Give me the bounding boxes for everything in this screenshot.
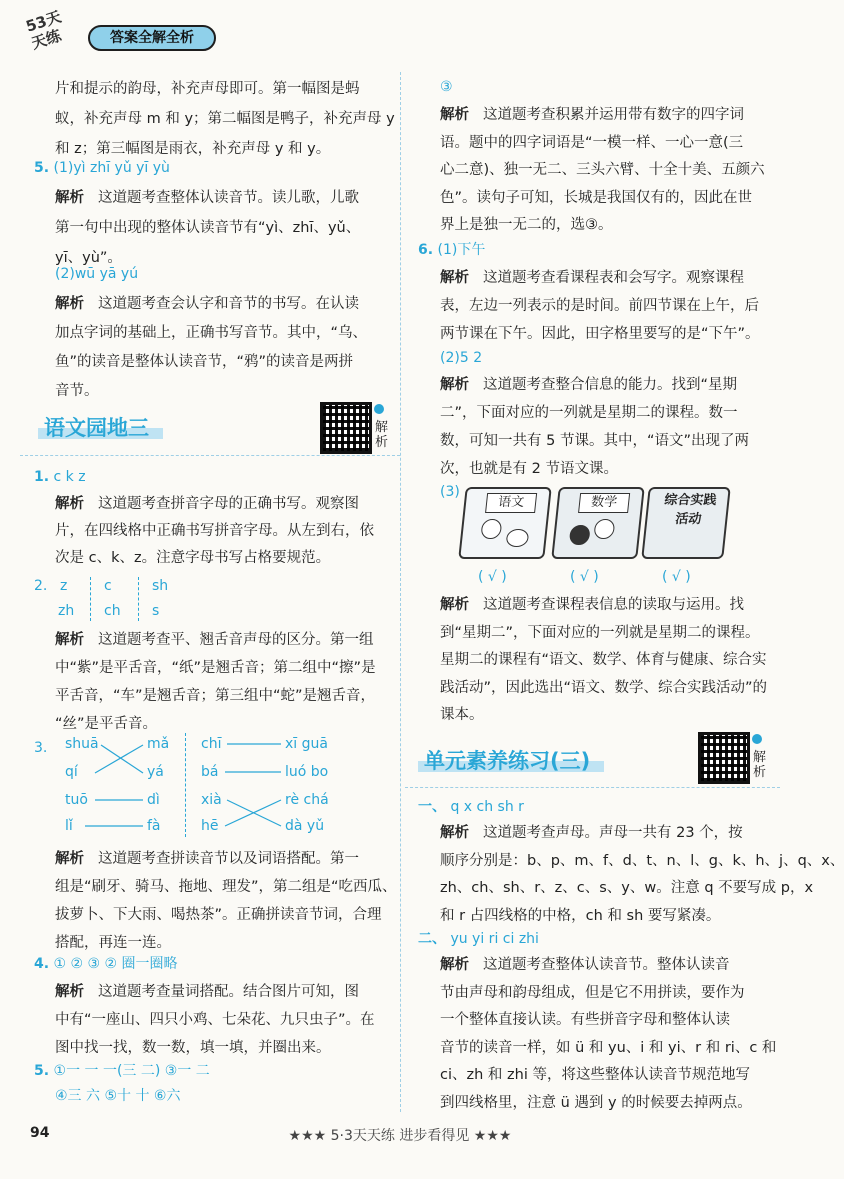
exp-line: 这道题考查会认字和音节的书写。在认读 bbox=[98, 296, 359, 312]
q1-ans: c k z bbox=[53, 469, 86, 485]
p1-ans: q x ch sh r bbox=[450, 799, 524, 815]
q6-explain1 bbox=[440, 264, 760, 348]
q6-explain2 bbox=[440, 371, 749, 483]
exp-line: 加点字词的基础上，正确书写音节。其中，“乌、 bbox=[55, 325, 368, 341]
q2-separator bbox=[90, 577, 91, 621]
p2-number: 二、 bbox=[418, 931, 446, 947]
pinyin: luó bo bbox=[285, 764, 329, 780]
q2-cell: ch bbox=[104, 603, 121, 619]
q6-a2: (2)5 2 bbox=[440, 350, 483, 366]
play-icon bbox=[374, 404, 384, 414]
exp-line: 这道题考查看课程表和会写字。观察课程 bbox=[483, 270, 744, 286]
exp-line: 这道题考查整合信息的能力。找到“星期 bbox=[483, 377, 738, 393]
analysis-label: 解析 bbox=[440, 597, 469, 613]
exp-line: 图中找一找，数一数，填一填，并圈出来。 bbox=[55, 1040, 331, 1056]
header-tag bbox=[88, 25, 216, 51]
q6-a3: (3) bbox=[440, 484, 460, 500]
exp-line: 这道题考查声母。声母一共有 23 个，按 bbox=[483, 825, 743, 841]
exp-line: 第一句中出现的整体认读音节有“yì、zhī、yǔ、 bbox=[55, 220, 361, 236]
q5b-number: 5. bbox=[34, 1063, 50, 1079]
q1-number: 1. bbox=[34, 469, 50, 485]
exp-line: 这道题考查拼读音节以及词语搭配。第一 bbox=[98, 851, 359, 867]
qr-label: 解析 bbox=[753, 750, 767, 780]
exp-line: 践活动”，因此选出“语文、数学、综合实践活动”的 bbox=[440, 679, 768, 696]
circle-icon bbox=[480, 519, 502, 539]
exp-line: 这道题考查整体认读音节。读儿歌，儿歌 bbox=[98, 190, 359, 206]
exp-line: 这道题考查量词搭配。结合图片可知，图 bbox=[98, 984, 359, 1000]
exp-line: 次，也就是有 2 节语文课。 bbox=[440, 461, 618, 477]
exp-line: 和 r 占四线格的中格，ch 和 sh 要写紧凑。 bbox=[440, 907, 721, 924]
exp-line: 这道题考查积累并运用带有数字的四字词 bbox=[483, 107, 744, 123]
exp-line: 语。题中的四字词语是“一模一样、一心一意(三 bbox=[440, 134, 744, 151]
q1-explain bbox=[55, 491, 374, 572]
analysis-label: 解析 bbox=[440, 825, 469, 841]
exp-line: 中“紫”是平舌音，“纸”是翘舌音；第二组中“擦”是 bbox=[55, 660, 376, 676]
pinyin: chī bbox=[201, 736, 222, 752]
intro-block bbox=[55, 74, 395, 164]
section-title-yuwen bbox=[44, 412, 149, 442]
p2-ans: yu yi ri ci zhi bbox=[450, 931, 539, 947]
q4-ans: ① ② ③ ② 圈一圈略 bbox=[53, 956, 178, 972]
circle-icon bbox=[569, 525, 591, 545]
intro-line: 和 z；第三幅图是雨衣，补充声母 y 和 y。 bbox=[55, 141, 331, 157]
q2-cell: z bbox=[60, 578, 68, 594]
top-explain bbox=[440, 102, 765, 240]
qr-code[interactable] bbox=[698, 732, 750, 784]
exp-line: 这道题考查拼音字母的正确书写。观察图 bbox=[98, 496, 359, 512]
analysis-label: 解析 bbox=[55, 496, 84, 512]
q2-explain bbox=[55, 626, 376, 738]
q3-explain bbox=[55, 845, 397, 957]
q3-matching bbox=[55, 733, 395, 843]
intro-line: 蚁，补充声母 m 和 y；第二幅图是鸭子，补充声母 y bbox=[55, 111, 395, 127]
book-label: 数学 bbox=[578, 493, 630, 513]
check-mark: ( √ ) bbox=[478, 569, 507, 585]
p1-explain bbox=[440, 820, 844, 930]
check-mark: ( √ ) bbox=[662, 569, 691, 585]
analysis-label: 解析 bbox=[440, 957, 469, 973]
exp-line: zh、ch、sh、r、z、c、s、y、w。注意 q 不要写成 p，x bbox=[440, 880, 814, 896]
pinyin: shuā bbox=[65, 736, 99, 752]
section-title-text: 单元素养练习(三) bbox=[424, 749, 591, 773]
q2-cell: s bbox=[152, 603, 160, 619]
qr-label: 解析 bbox=[375, 420, 389, 450]
exp-line: 音节。 bbox=[55, 383, 99, 399]
exp-line: yī、yù”。 bbox=[55, 250, 122, 266]
intro-line: 片和提示的韵母，补充声母即可。第一幅图是蚂 bbox=[55, 81, 360, 97]
exp-line: 到“星期二”，下面对应的一列就是星期二的课程。 bbox=[440, 624, 760, 641]
pinyin: tuō bbox=[65, 792, 88, 808]
q6-answer1 bbox=[418, 239, 485, 261]
book-zonghe bbox=[641, 487, 731, 559]
exp-line: 表，左边一列表示的是时间。前四节课在上午，后 bbox=[440, 298, 759, 314]
exp-line: 组是“刷牙、骑马、拖地、理发”，第二组是“吃西瓜、 bbox=[55, 879, 397, 895]
exp-line: 鱼”的读音是整体认读音节，“鸦”的读音是两拼 bbox=[55, 354, 354, 370]
page-number: 94 bbox=[30, 1125, 50, 1141]
pinyin: xī guā bbox=[285, 736, 328, 752]
q1-answer bbox=[34, 466, 86, 488]
q5-explain1 bbox=[55, 183, 360, 273]
exp-line: 这道题考查课程表信息的读取与运用。找 bbox=[483, 597, 744, 613]
exp-line: 平舌音，“车”是翘舌音；第三组中“蛇”是翘舌音， bbox=[55, 688, 376, 704]
pinyin: rè chá bbox=[285, 792, 329, 808]
section-title-text: 语文园地三 bbox=[44, 416, 149, 440]
exp-line: 二”，下面对应的一列就是星期二的课程。数一 bbox=[440, 405, 738, 421]
q2-cell: c bbox=[104, 578, 112, 594]
circle-icon bbox=[505, 529, 529, 547]
q6-a1: (1)下午 bbox=[437, 242, 486, 258]
exp-line: 次是 c、k、z。注意字母书写占格要规范。 bbox=[55, 550, 331, 566]
q4-number: 4. bbox=[34, 956, 50, 972]
exp-line: 节由声母和韵母组成，但是它不用拼读，要作为 bbox=[440, 984, 745, 1001]
book-label: 综合实践活动 bbox=[663, 493, 718, 527]
q5-a1: (1)yì zhī yǔ yī yù bbox=[53, 160, 170, 176]
pinyin: fà bbox=[147, 818, 161, 834]
q4-answer bbox=[34, 953, 178, 975]
p1-number: 一、 bbox=[418, 799, 446, 815]
pinyin: dì bbox=[147, 792, 160, 808]
exp-line: 两节课在下午。因此，田字格里要写的是“下午”。 bbox=[440, 326, 760, 342]
top-answer: ③ bbox=[440, 79, 453, 95]
exp-line: 音节的读音一样，如 ü 和 yu、i 和 yi、r 和 ri、c 和 bbox=[440, 1039, 777, 1056]
q5-number: 5. bbox=[34, 160, 50, 176]
exp-line: 这道题考查平、翘舌音声母的区分。第一组 bbox=[98, 632, 374, 648]
pinyin: mǎ bbox=[147, 736, 170, 752]
logo bbox=[23, 7, 84, 60]
analysis-label: 解析 bbox=[440, 107, 469, 123]
analysis-label: 解析 bbox=[55, 851, 84, 867]
header-tag-text: 答案全解全析 bbox=[110, 30, 194, 46]
exp-line: 到四线格里，注意 ü 遇到 y 的时候要去掉两点。 bbox=[440, 1094, 752, 1111]
section-rule bbox=[405, 787, 780, 788]
book-yuwen bbox=[458, 487, 552, 559]
section-rule bbox=[20, 455, 400, 456]
q5-answer1 bbox=[34, 157, 170, 179]
q3-match-lines bbox=[55, 733, 395, 843]
pinyin: lǐ bbox=[65, 818, 73, 834]
analysis-label: 解析 bbox=[440, 270, 469, 286]
analysis-label: 解析 bbox=[55, 296, 84, 312]
pinyin: dà yǔ bbox=[285, 818, 325, 834]
exp-line: 片，在四线格中正确书写拼音字母。从左到右，依 bbox=[55, 523, 374, 539]
exp-line: 搭配，再连一连。 bbox=[55, 935, 171, 951]
q2-cell: zh bbox=[58, 603, 75, 619]
q4-explain bbox=[55, 978, 375, 1062]
pinyin: yá bbox=[147, 764, 164, 780]
p2-explain bbox=[440, 952, 776, 1117]
q5b-row: ④三 六 ⑤十 十 ⑥六 bbox=[55, 1088, 181, 1104]
exp-line: 拔萝卜、下大雨、喝热茶”。正确拼读音节词，合理 bbox=[55, 907, 382, 923]
q2-cell: sh bbox=[152, 578, 169, 594]
exp-line: 心二意)、独一无二、三头六臂、十全十美、五颜六 bbox=[440, 162, 765, 178]
column-divider bbox=[400, 72, 401, 1112]
book-label: 语文 bbox=[485, 493, 537, 513]
analysis-label: 解析 bbox=[55, 632, 84, 648]
exp-line: 数，可知一共有 5 节课。其中，“语文”出现了两 bbox=[440, 433, 749, 449]
play-icon bbox=[752, 734, 762, 744]
pinyin: qí bbox=[65, 764, 78, 780]
exp-line: 中有“一座山、四只小鸡、七朵花、九只虫子”。在 bbox=[55, 1012, 375, 1028]
exp-line: “丝”是平舌音。 bbox=[55, 716, 158, 732]
q5b-row: ①一 一 一(三 二) ③一 二 bbox=[53, 1063, 210, 1079]
pinyin: hē bbox=[201, 818, 219, 834]
q2-separator bbox=[138, 577, 139, 621]
exp-line: 色”。读句子可知，长城是我国仅有的，因此在世 bbox=[440, 189, 753, 206]
pinyin: bá bbox=[201, 764, 219, 780]
analysis-label: 解析 bbox=[440, 377, 469, 393]
logo-text: 53天天练 bbox=[23, 7, 64, 53]
q3-number: 3. bbox=[34, 740, 48, 756]
q2-number: 2. bbox=[34, 578, 48, 594]
analysis-label: 解析 bbox=[55, 984, 84, 1000]
exp-line: 星期二的课程有“语文、数学、体育与健康、综合实 bbox=[440, 652, 767, 668]
analysis-label: 解析 bbox=[55, 190, 84, 206]
pinyin: xià bbox=[201, 792, 222, 808]
book-shuxue bbox=[551, 487, 645, 559]
q5-a2: (2)wū yā yú bbox=[55, 266, 139, 282]
exp-line: 课本。 bbox=[440, 707, 484, 723]
qr-code[interactable] bbox=[320, 402, 372, 454]
circle-icon bbox=[593, 519, 615, 539]
exp-line: 一个整体直接认读。有些拼音字母和整体认读 bbox=[440, 1012, 730, 1028]
check-mark: ( √ ) bbox=[570, 569, 599, 585]
q6-number: 6. bbox=[418, 242, 434, 258]
p2-answer bbox=[418, 928, 539, 950]
q5b-answer bbox=[34, 1060, 210, 1082]
footer: ★★★ 5·3天天练 进步看得见 ★★★ bbox=[288, 1128, 512, 1144]
section-title-practice bbox=[424, 745, 590, 775]
p1-answer bbox=[418, 796, 524, 818]
q6-explain3 bbox=[440, 592, 767, 730]
exp-line: ci、zh 和 zhi 等，将这些整体认读音节规范地写 bbox=[440, 1067, 750, 1083]
exp-line: 顺序分别是：b、p、m、f、d、t、n、l、g、k、h、j、q、x、 bbox=[440, 852, 844, 869]
exp-line: 这道题考查整体认读音节。整体认读音 bbox=[483, 957, 730, 973]
q5-explain2 bbox=[55, 290, 367, 406]
exp-line: 界上是独一无二的，选③。 bbox=[440, 217, 613, 233]
